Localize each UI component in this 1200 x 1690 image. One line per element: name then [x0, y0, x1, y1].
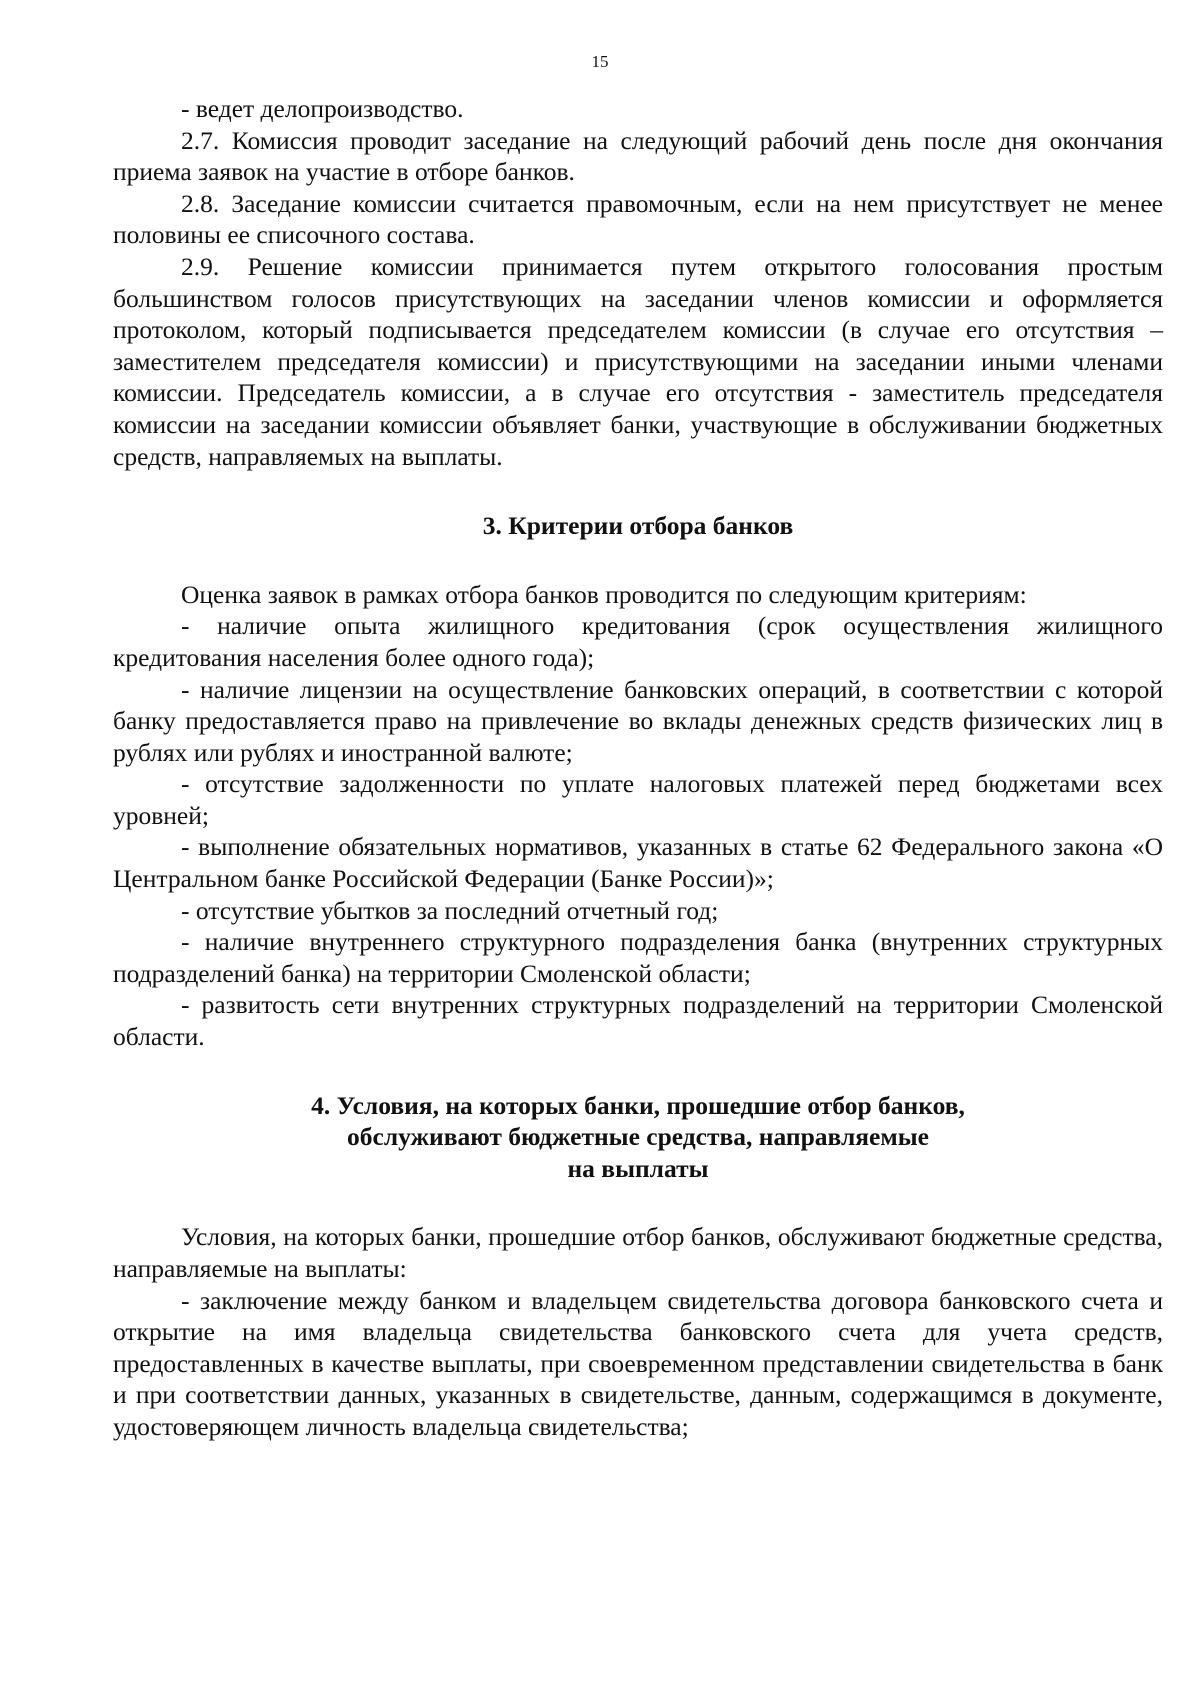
- section-4-heading-line: 4. Условия, на которых банки, прошедшие отбор банков,: [311, 1090, 965, 1120]
- criteria-item: - наличие внутреннего структурного подразделения банка (внутренних структурных подразделений банка) на территории Смоленской области;: [113, 927, 1163, 988]
- document-body: [113, 93, 1163, 1443]
- paragraph-2-7: 2.7. Комиссия проводит заседание на следующий рабочий день после дня окончания приема заявок на участие в отборе банков.: [113, 125, 1163, 187]
- conditions-item: - заключение между банком и владельцем свидетельства договора банковского счета и открытие на имя владельца свидетельства банковского счета для учета средств, предоставленных в качестве выплаты, при своевременном представлении свидетельства в банк и при соответствии данных, указанных в свидетельстве, данным, содержащимся в документе, удостоверяющем личность владельца свидетельства;: [113, 1285, 1163, 1441]
- paragraph-2-8: 2.8. Заседание комиссии считается правомочным, если на нем присутствует не менее половины ее списочного состава.: [113, 188, 1163, 250]
- criteria-item: - отсутствие убытков за последний отчетный год;: [181, 895, 719, 925]
- section-4-heading-line: обслуживают бюджетные средства, направляемые: [347, 1122, 929, 1152]
- section-3-heading: 3. Критерии отбора банков: [482, 511, 794, 541]
- criteria-item: - выполнение обязательных нормативов, указанных в статье 62 Федерального закона «О Центральном банке Российской Федерации (Банке России)»;: [113, 832, 1163, 894]
- criteria-item: - наличие лицензии на осуществление банковских операций, в соответствии с которой банку предоставляется право на привлечение во вклады денежных средств физических лиц в рублях или рублях и иностранной валюте;: [113, 674, 1163, 767]
- section-4-intro: Условия, на которых банки, прошедшие отбор банков, обслуживают бюджетные средства, направляемые на выплаты:: [113, 1222, 1163, 1283]
- criteria-item: - отсутствие задолженности по уплате налоговых платежей перед бюджетами всех уровней;: [113, 769, 1163, 830]
- page-number: 15: [591, 52, 609, 71]
- paragraph-2-6-item: - ведет делопроизводство.: [181, 94, 464, 123]
- criteria-item: - наличие опыта жилищного кредитования (срок осуществления жилищного кредитования населения более одного года);: [113, 611, 1163, 672]
- section-4-heading: [113, 1090, 1163, 1185]
- section-4-heading-line: на выплаты: [567, 1153, 709, 1183]
- criteria-item: - развитость сети внутренних структурных подразделений на территории Смоленской области.: [113, 990, 1163, 1052]
- paragraph-2-9: 2.9. Решение комиссии принимается путем открытого голосования простым большинством голосов присутствующих на заседании членов комиссии и оформляется протоколом, который подписывается председателем комиссии (в случае его отсутствия – заместителем председателя комиссии) и присутствующими на заседании иными членами комиссии. Председатель комиссии, а в случае его отсутствия - заместитель председателя комиссии на заседании комиссии объявляет банки, участвующие в обслуживании бюджетных средств, направляемых на выплаты.: [113, 251, 1163, 471]
- section-3-intro: Оценка заявок в рамках отбора банков проводится по следующим критериям:: [181, 579, 1027, 609]
